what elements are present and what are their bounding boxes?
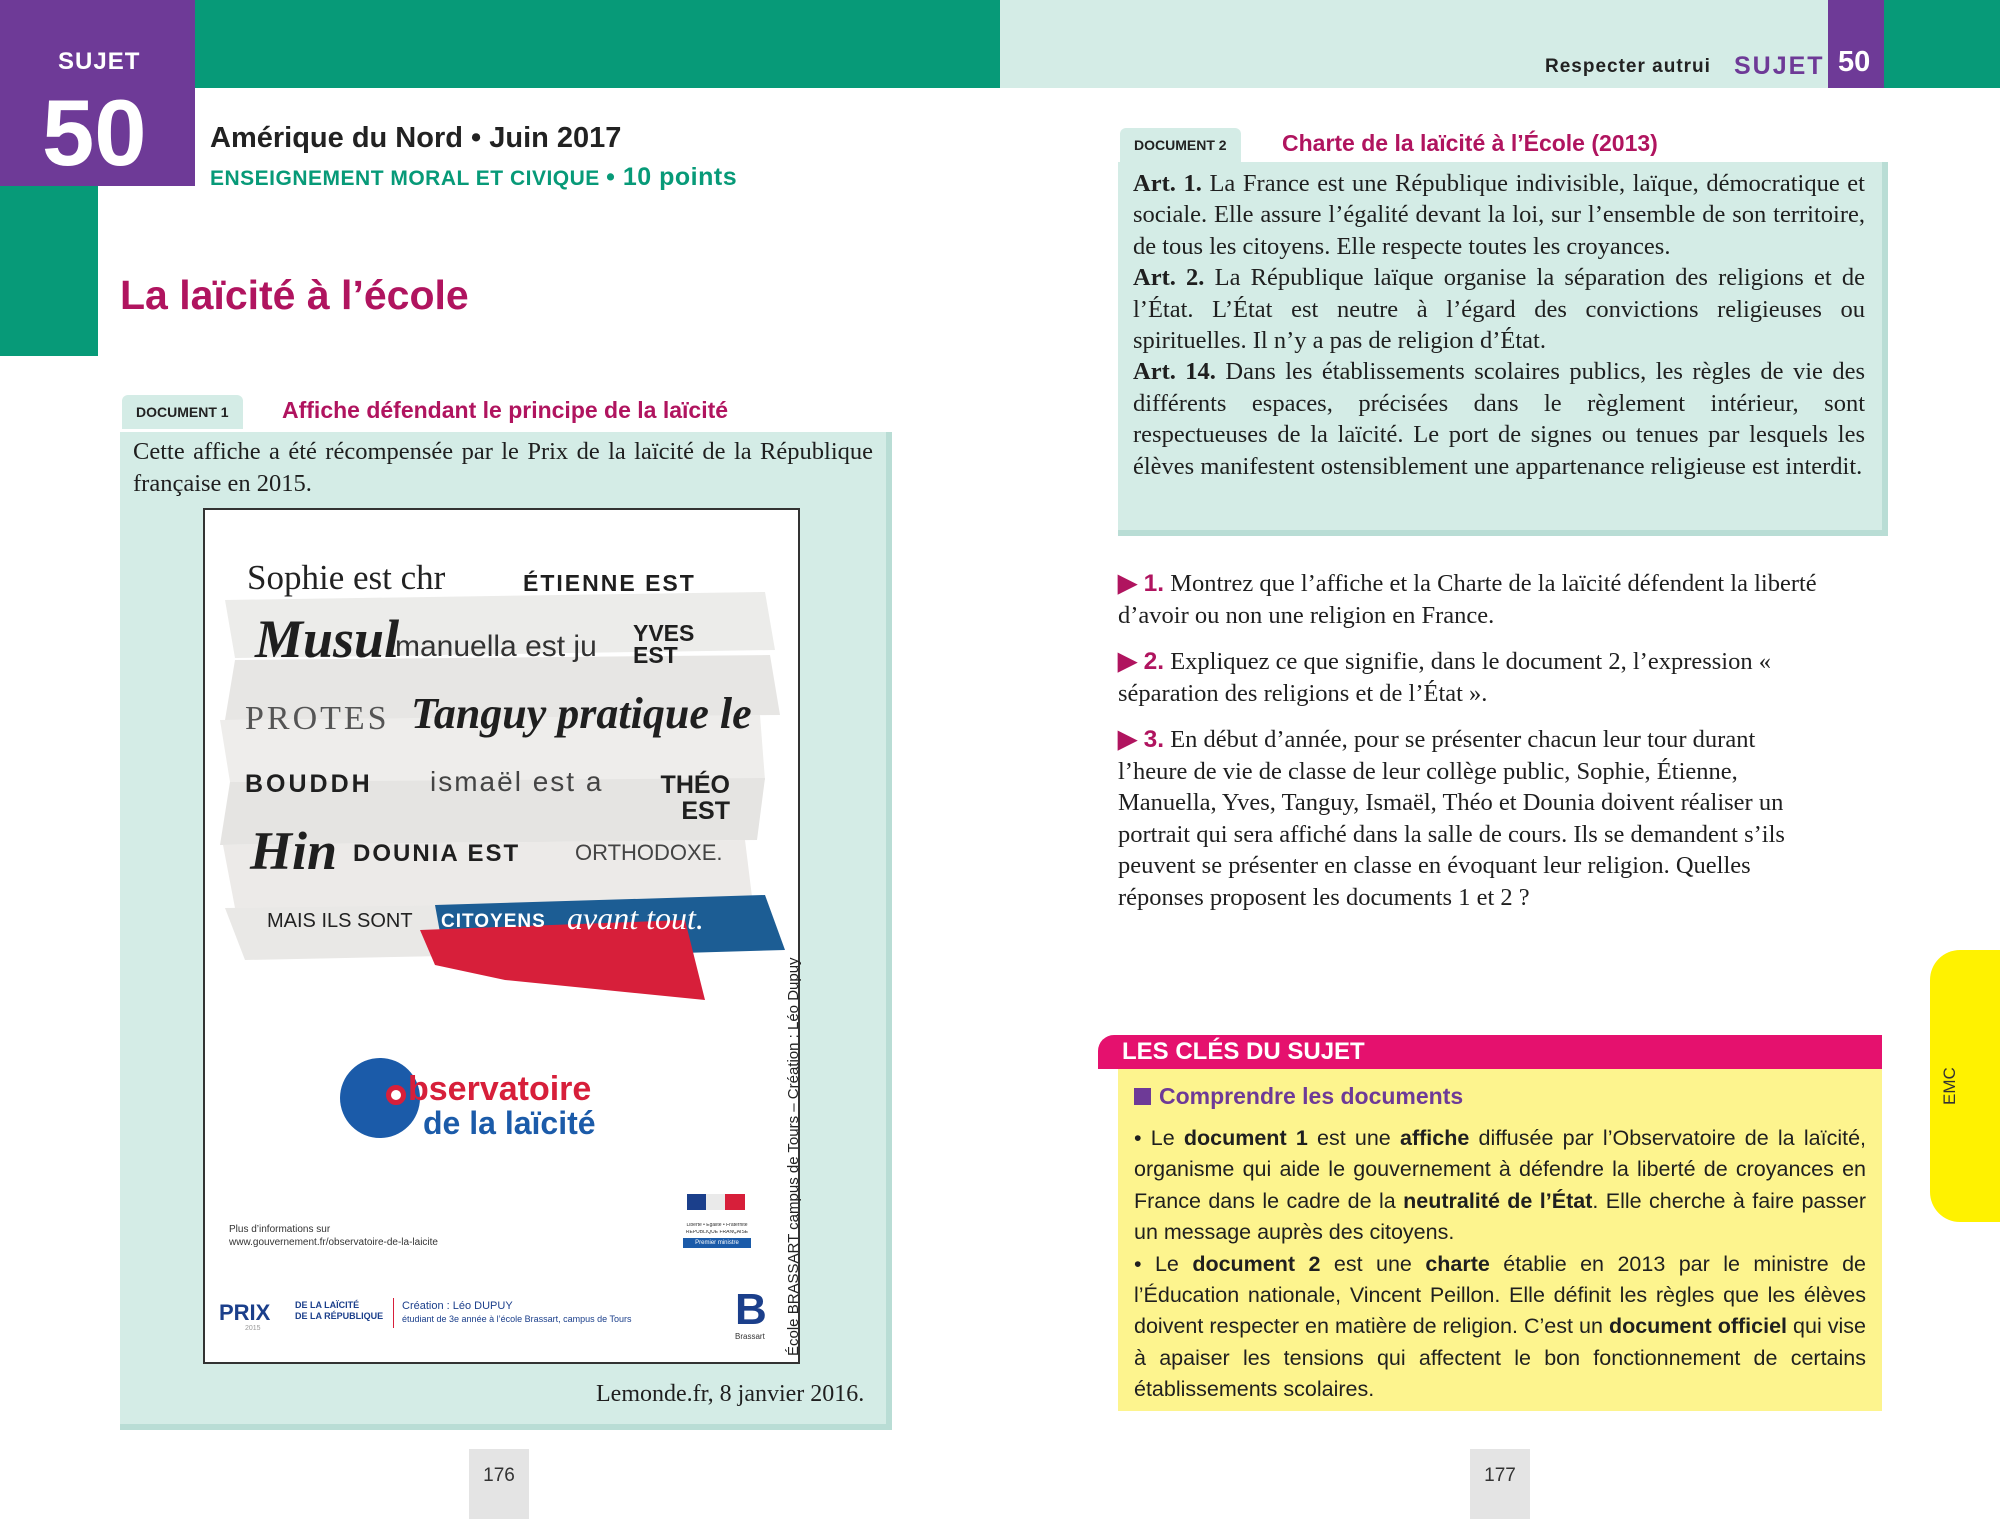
question-3-text: En début d’année, pour se présenter chacun leur tour durant l’heure de vie de classe de leur collège public, Sophie, Étienne, Manuella, Yves, Tanguy, Ismaël, Théo et Dounia doivent réaliser un portrait qui sera affiché dans la salle de cours. Ils se demandent s’ils peuvent se présenter en classe en évoquant leur religion. Quelles réponses proposent les documents 1 et 2 ? (1118, 726, 1785, 911)
doc2-title: Charte de la laïcité à l’École (2013) (1282, 130, 1658, 156)
cles-subheading-text: Comprendre les documents (1159, 1083, 1464, 1109)
chapter-header: Respecter autrui (1545, 56, 1711, 77)
logo-line2: de la laïcité (423, 1105, 596, 1141)
p1-d: affiche (1399, 1126, 1470, 1150)
exam-subject (210, 163, 737, 192)
question-2 (1118, 646, 1863, 709)
poster-line5a: Hin (250, 821, 338, 881)
marianne-rf: RÉPUBLIQUE FRANÇAISE (685, 1230, 749, 1235)
prix-year: 2015 (245, 1325, 261, 1332)
cles-subheading (1134, 1083, 1463, 1110)
header-strip (1884, 0, 2000, 88)
p2-f: document officiel (1608, 1314, 1787, 1339)
creation-line: Création : Léo DUPUY (402, 1300, 513, 1312)
prix-line2: DE LA RÉPUBLIQUE (295, 1311, 384, 1321)
page-number-right (1470, 1449, 1530, 1519)
art14-label: Art. 14. (1133, 358, 1216, 386)
art1-text: La France est une République indivisible, laïque, démocratique et sociale. Elle assure l’égalité devant la loi, sur l’ensemble de son territoire, de tous les citoyens. Elle respecte toutes les croyances. (1133, 170, 1865, 260)
p1-e: diffusée par l’Observatoire de la laïcité, organisme qui aide le gouvernement à défendre la liberté de croyances en France dans le cadre de la (1134, 1126, 1866, 1213)
brassart-logo-letter: B (735, 1285, 767, 1334)
poster-credit: École BRASSART campus de Tours – Création : Léo Dupuy (785, 957, 802, 1356)
header-sujet: SUJET (1734, 52, 1825, 80)
cles-text (1134, 1123, 1866, 1406)
page-number-left-text: 176 (483, 1465, 515, 1486)
art2-label: Art. 2. (1133, 264, 1205, 292)
header-number-box (1828, 0, 1884, 88)
subject-label: ENSEIGNEMENT MORAL ET CIVIQUE (210, 167, 600, 190)
logo-line1: bservatoire (408, 1070, 592, 1108)
doc2-tab: DOCUMENT 2 (1120, 128, 1241, 162)
sujet-badge (0, 0, 195, 186)
emc-side-tab-label: EMC (1940, 1067, 1959, 1105)
poster-line2a: Musul (255, 609, 400, 669)
question-3-number: 3. (1143, 726, 1165, 753)
poster-line4a: BOUDDH (245, 770, 373, 798)
observatoire-logo-dot (386, 1085, 406, 1105)
creation-sub: étudiant de 3e année à l’école Brassart, campus de Tours (402, 1314, 632, 1324)
poster-line4c: THÉO EST (660, 771, 730, 825)
brassart-label: Brassart (735, 1332, 765, 1341)
question-arrow-icon: ▶ (1118, 648, 1144, 675)
cles-paragraph-1 (1134, 1123, 1866, 1249)
poster-line1: Sophie est chr (247, 558, 446, 597)
p2-e: établie en 2013 par le ministre de l’Éducation nationale, Vincent Peillon. Elle définit les règles que les élèves doivent respecter en matière de religion. C’est un (1134, 1251, 1867, 1339)
header-number: 50 (1838, 46, 1871, 78)
poster-line3a: PROTES (245, 700, 390, 737)
prix-label: PRIX (219, 1300, 271, 1325)
question-2-text: Expliquez ce que signifie, dans le document 2, l’expression « séparation des religions et de l’État ». (1118, 648, 1771, 707)
art2-text: La République laïque organise la séparation des religions et de l’État. L’État est neutre à l’égard des convictions religieuses ou spirituelles. Il n’y a pas de religion d’État. (1133, 264, 1866, 355)
marianne-motto: Liberté • Égalité • Fraternité (686, 1223, 748, 1228)
p2-d: charte (1425, 1251, 1490, 1276)
p1-a: • Le (1134, 1126, 1184, 1150)
p1-c: est une (1307, 1126, 1400, 1150)
poster-line5b: DOUNIA EST (353, 840, 521, 867)
green-accent-block (0, 186, 98, 356)
poster-line3b: Tanguy pratique le (411, 689, 752, 738)
p2-c: est une (1320, 1251, 1426, 1276)
poster-line6b: CITOYENS (441, 911, 546, 932)
page-number-left (469, 1449, 529, 1519)
poster-line1b: ÉTIENNE EST (523, 570, 696, 596)
prix-line1: DE LA LAÏCITÉ (295, 1300, 360, 1310)
poster-line4b: ismaël est a (430, 766, 604, 797)
doc2-charter (1133, 168, 1865, 482)
doc1-intro: Cette affiche a été récompensée par le Prix de la laïcité de la République française en 2015. (133, 438, 873, 497)
poster (203, 508, 800, 1364)
p1-f: neutralité de l’État (1403, 1188, 1593, 1213)
p1-b: document 1 (1183, 1126, 1308, 1150)
question-arrow-icon: ▶ (1118, 570, 1144, 597)
question-1-text: Montrez que l’affiche et la Charte de la laïcité défendent la liberté d’avoir ou non une religion en France. (1118, 570, 1817, 629)
p2-g: qui vise à apaiser les tensions qui affectent le bon fonctionnement de certains établissements scolaires. (1134, 1314, 1866, 1402)
page-number-right-text: 177 (1484, 1465, 1516, 1486)
art1-label: Art. 1. (1133, 170, 1202, 197)
p1-g: . Elle cherche à faire passer un message auprès des citoyens. (1134, 1188, 1866, 1245)
question-2-number: 2. (1143, 648, 1165, 675)
prix-divider (393, 1298, 394, 1328)
exam-title: Amérique du Nord • Juin 2017 (210, 122, 622, 154)
doc1-tab: DOCUMENT 1 (122, 395, 243, 429)
poster-line2b: manuella est ju (395, 630, 597, 663)
p2-b: document 2 (1192, 1251, 1321, 1276)
p2-a: • Le (1134, 1251, 1193, 1276)
question-1-number: 1. (1143, 570, 1165, 597)
question-1 (1118, 568, 1863, 631)
poster-line6a: MAIS ILS SONT (267, 910, 413, 932)
question-arrow-icon: ▶ (1118, 726, 1144, 753)
page-title: La laïcité à l’école (120, 272, 469, 318)
cles-paragraph-2 (1134, 1249, 1866, 1406)
sujet-label: SUJET (58, 48, 141, 75)
points-label: • 10 points (606, 163, 738, 191)
poster-line6c: avant tout. (567, 900, 704, 936)
premier-ministre: Premier ministre (683, 1238, 751, 1248)
sujet-number: 50 (42, 80, 147, 185)
info-line1: Plus d’informations sur (229, 1224, 331, 1235)
doc1-title: Affiche défendant le principe de la laïcité (282, 397, 729, 423)
doc1-source: Lemonde.fr, 8 janvier 2016. (596, 1381, 865, 1407)
poster-line5c: ORTHODOXE. (575, 840, 723, 865)
poster-line2c: YVES EST (633, 620, 695, 668)
cles-heading-bar (1098, 1035, 1882, 1069)
marianne-logo (687, 1194, 745, 1222)
cles-heading: LES CLÉS DU SUJET (1122, 1038, 1365, 1065)
info-line2: www.gouvernement.fr/observatoire-de-la-laicite (229, 1237, 438, 1248)
art14-text: Dans les établissements scolaires publics, les règles de vie des différents espaces, précisées dans le règlement intérieur, sont respectueuses de la laïcité. Le port de signes ou tenues par lesquels les élèves manifestent ostensiblement une appartenance religieuse est interdit. (1133, 358, 1865, 480)
square-bullet-icon (1134, 1088, 1151, 1105)
question-3 (1118, 724, 1828, 913)
